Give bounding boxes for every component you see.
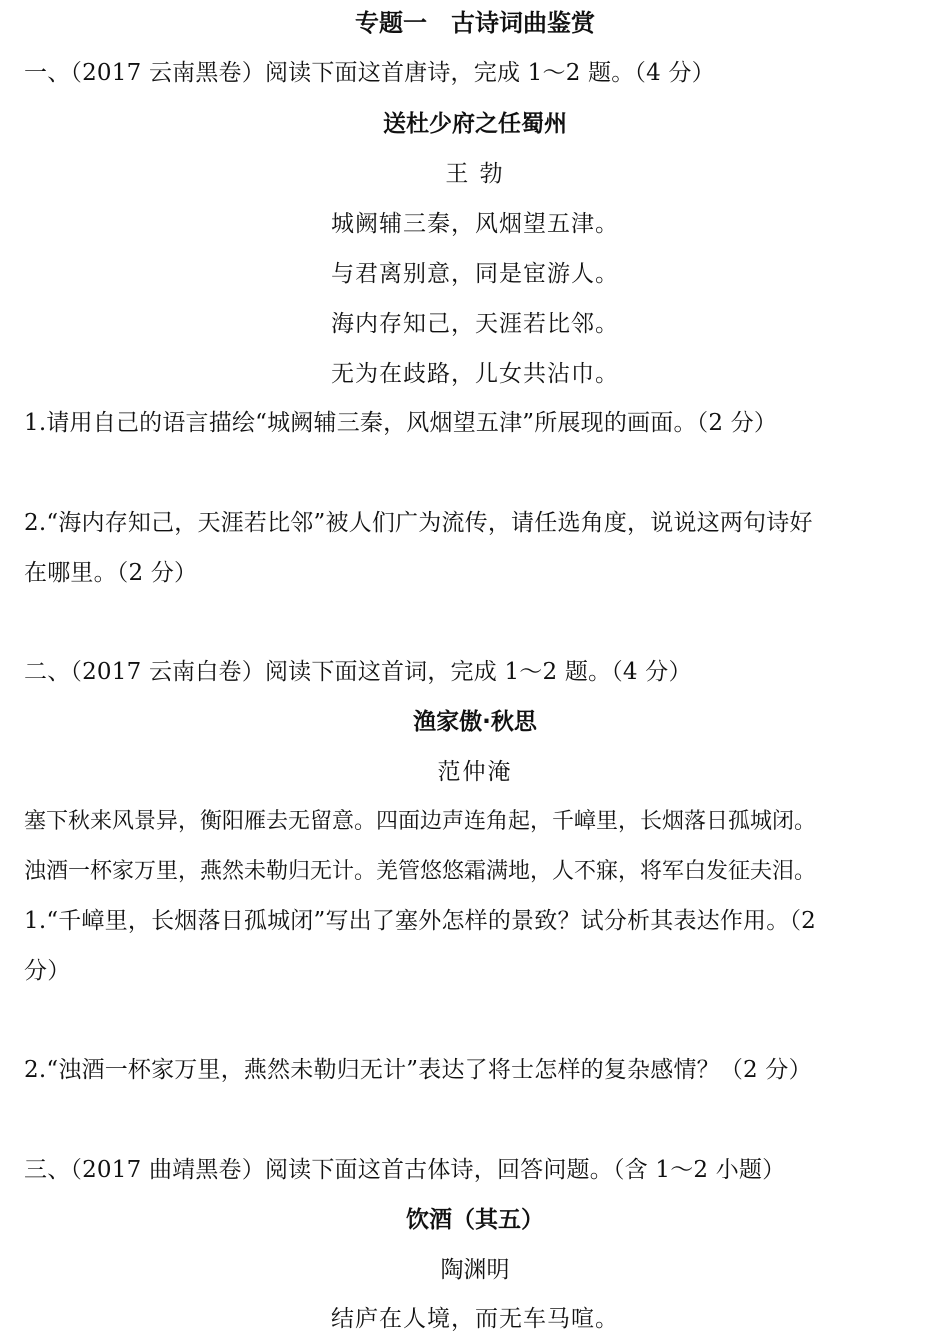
section-1-question-2-cont: 在哪里。（2 分） <box>24 560 198 586</box>
section-2-question-1: 1.“千嶂里，长烟落日孤城闭”写出了塞外怎样的景致？试分析其表达作用。（2 <box>24 908 816 934</box>
section-1-question-1: 1.请用自己的语言描绘“城阙辅三秦，风烟望五津”所展现的画面。（2 分） <box>24 410 778 436</box>
section-2-question-2: 2.“浊酒一杯家万里，燕然未勒归无计”表达了将士怎样的复杂感情？（2 分） <box>24 1057 812 1083</box>
section-2-header: 二、（2017 云南白卷）阅读下面这首词，完成 1～2 题。（4 分） <box>24 659 692 685</box>
section-2-verse-line: 浊酒一杯家万里，燕然未勒归无计。羌管悠悠霜满地，人不寐，将军白发征夫泪。 <box>24 859 817 884</box>
section-3-header: 三、（2017 曲靖黑卷）阅读下面这首古体诗，回答问题。（含 1～2 小题） <box>24 1157 786 1183</box>
section-1-verse-line: 与君离别意，同是宦游人。 <box>331 261 619 287</box>
section-2-question-1-cont: 分） <box>24 958 71 984</box>
section-2-poem-title: 渔家傲·秋思 <box>413 709 537 735</box>
page-title: 专题一 古诗词曲鉴赏 <box>355 9 595 37</box>
section-1-header: 一、（2017 云南黑卷）阅读下面这首唐诗，完成 1～2 题。（4 分） <box>24 60 715 86</box>
section-1-question-2: 2.“海内存知己，天涯若比邻”被人们广为流传，请任选角度，说说这两句诗好 <box>24 510 813 536</box>
section-3-verse-line: 结庐在人境，而无车马喧。 <box>331 1306 619 1332</box>
section-3-author: 陶渊明 <box>440 1257 510 1283</box>
section-1-verse-line: 海内存知己，天涯若比邻。 <box>331 311 619 337</box>
section-1-poem-title: 送杜少府之任蜀州 <box>383 111 567 137</box>
section-2-author: 范仲淹 <box>437 759 513 785</box>
section-2-verse-line: 塞下秋来风景异，衡阳雁去无留意。四面边声连角起，千嶂里，长烟落日孤城闭。 <box>24 809 817 834</box>
section-1-verse-line: 无为在歧路，儿女共沾巾。 <box>331 361 619 387</box>
section-1-verse-line: 城阙辅三秦，风烟望五津。 <box>331 211 619 237</box>
section-3-poem-title: 饮酒（其五） <box>406 1207 544 1233</box>
section-1-author: 王 勃 <box>445 161 505 187</box>
